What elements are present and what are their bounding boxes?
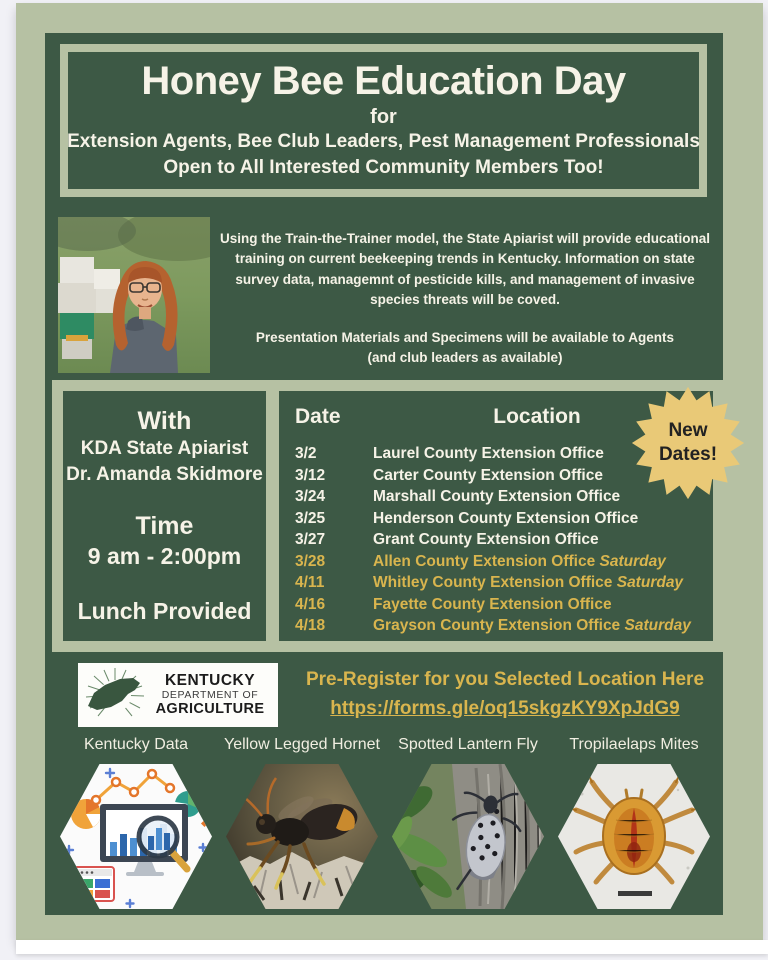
register-cta: Pre-Register for you Selected Location Here xyxy=(305,669,705,690)
kda-logo xyxy=(78,663,278,727)
gallery-label-yellow-legged-hornet: Yellow Legged Hornet xyxy=(224,736,380,753)
date-column-header: Date xyxy=(295,405,341,428)
new-dates-text: New Dates! xyxy=(658,420,718,465)
gallery-images xyxy=(53,764,717,909)
spotted-lantern-fly-image xyxy=(392,764,544,909)
gallery-label-kentucky-data: Kentucky Data xyxy=(83,736,189,753)
intro-paragraph-2 xyxy=(215,328,715,369)
page-bottom-strip xyxy=(16,940,768,954)
presenter-info-box xyxy=(63,391,266,641)
flyer-background xyxy=(16,3,763,940)
yellow-legged-hornet-image xyxy=(226,764,378,909)
table-row: 3/2 Laurel County Extension Office xyxy=(295,445,604,462)
register-link[interactable]: https://forms.gle/oq15skgzKY9XpJdG9 xyxy=(330,698,680,719)
time-value: 9 am - 2:00pm xyxy=(87,542,242,569)
with-label: With xyxy=(137,407,192,436)
audience-line-2: Open to All Interested Community Members Too! xyxy=(163,157,604,178)
presenter-photo-illustration xyxy=(58,217,210,373)
tropilaelaps-mites-image xyxy=(558,764,710,909)
kda-logo-text: KENTUCKY DEPARTMENT OF AGRICULTURE xyxy=(155,672,265,718)
data-analytics-illustration xyxy=(60,764,212,909)
presenter-org: KDA State Apiarist xyxy=(80,438,249,460)
gallery-label-spotted-lantern-fly: Spotted Lantern Fly xyxy=(398,736,538,753)
table-row: 4/11 Whitley County Extension Office Saturday xyxy=(295,574,684,591)
table-row: 3/27 Grant County Extension Office xyxy=(295,531,599,548)
table-row: 4/16 Fayette County Extension Office xyxy=(295,595,612,613)
table-row: 3/25 Henderson County Extension Office xyxy=(295,509,639,527)
title-box xyxy=(60,44,707,197)
mite-photo-illustration xyxy=(558,764,710,909)
presenter-photo xyxy=(58,217,210,373)
lanternfly-photo-illustration xyxy=(392,764,544,909)
table-row: 4/18 Grayson County Extension Office Saturday xyxy=(295,617,691,634)
intro-text xyxy=(215,229,715,369)
page-title: Honey Bee Education Day xyxy=(141,59,626,104)
gallery-labels xyxy=(53,736,717,754)
kentucky-data-image xyxy=(60,764,212,909)
gallery-label-tropilaelaps-mites: Tropilaelaps Mites xyxy=(569,736,699,753)
intro-paragraph-2-line2: (and club leaders as available) xyxy=(367,350,563,366)
time-label: Time xyxy=(135,511,194,540)
details-section xyxy=(52,380,724,652)
table-row: 3/12 Carter County Extension Office xyxy=(295,466,603,484)
hornet-photo-illustration xyxy=(226,764,378,909)
flyer-main-panel xyxy=(45,33,723,915)
table-row: 3/24 Marshall County Extension Office xyxy=(295,488,621,505)
lunch-provided: Lunch Provided xyxy=(77,597,252,624)
kentucky-state-icon xyxy=(84,666,146,724)
title-for: for xyxy=(370,106,397,129)
table-row: 3/28 Allen County Extension Office Saturday xyxy=(295,552,666,570)
intro-paragraph-2-line1: Presentation Materials and Specimens will be available to Agents xyxy=(255,330,675,345)
register-block xyxy=(285,669,725,720)
intro-paragraph-1: Using the Train-the-Trainer model, the State Apiarist will provide educational training on current beekeeping trends in Kentucky. Information on state survey data, managemnt of pesticide kills, and management of invasive species threats will be coved. xyxy=(219,231,711,307)
audience-line-1: Extension Agents, Bee Club Leaders, Pest Management Professionals xyxy=(67,131,700,153)
new-dates-badge xyxy=(630,385,746,501)
presenter-name: Dr. Amanda Skidmore xyxy=(66,464,263,485)
location-column-header: Location xyxy=(493,405,581,428)
